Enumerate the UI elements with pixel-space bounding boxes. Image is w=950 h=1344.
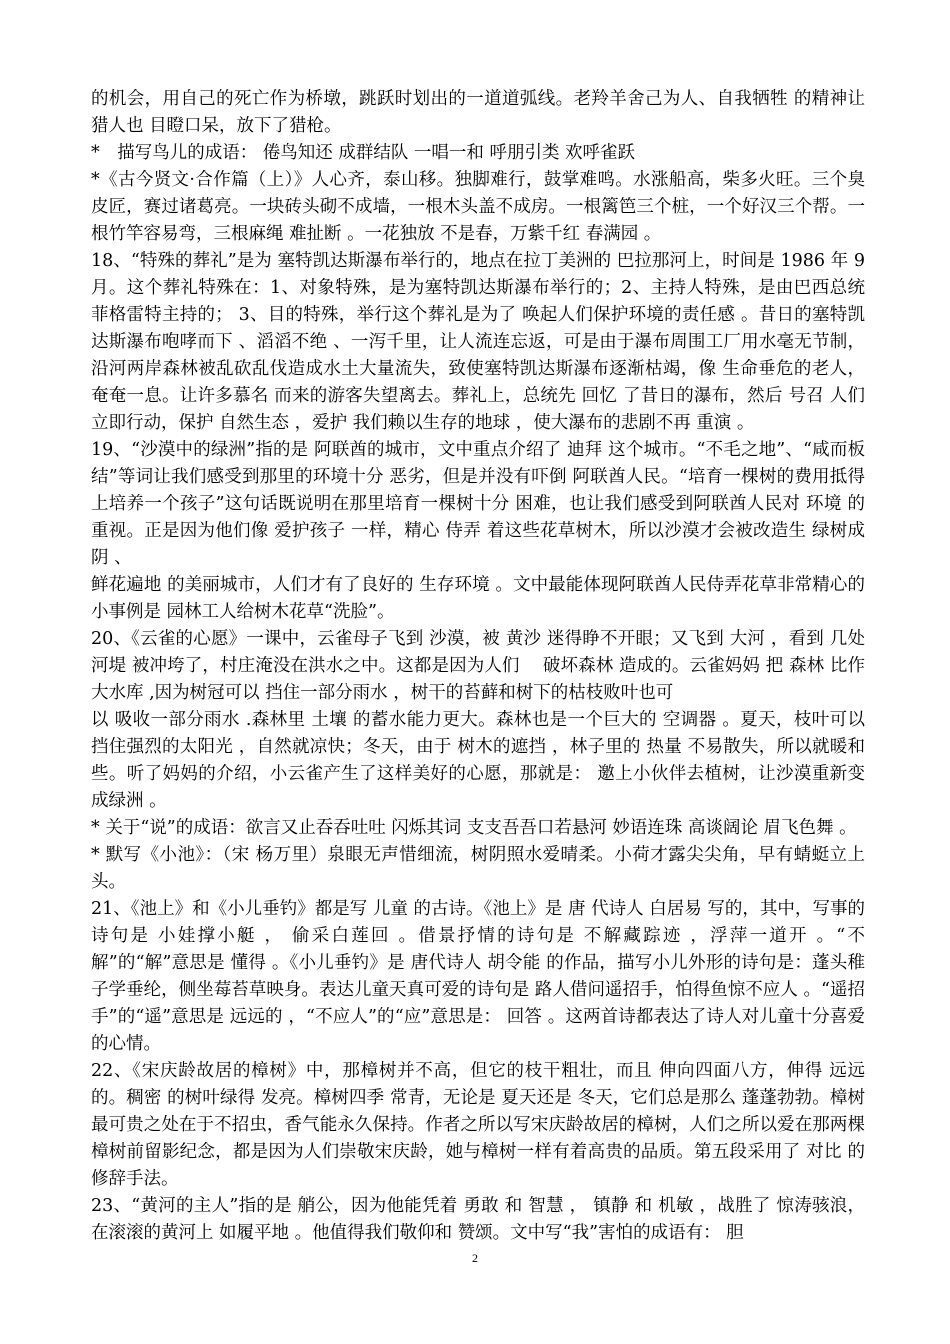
paragraph-xiaochi-poem: * 默写《小池》：（宋 杨万里）泉眼无声惜细流，树阴照水爱晴柔。小荷才露尖尖角，早有蜻蜓立上头。 [91,845,865,892]
paragraph-item-19: 19、“沙漠中的绿洲”指的是 阿联酋的城市，文中重点介绍了 迪拜 这个城市。“不毛之地”、“咸而板结”等词让我们感受到那里的环境十分 恶劣，但是并没有吓倒 阿联酋人民。“培育一棵树的费用抵得上培养一个孩子”这句话既说明在那里培育一棵树十分 困难，也让我们感受到阿联酋人民对 环境 的重视。正是因为他们像 爱护孩子 一样，精心 侍弄 着这些花草树木，所以沙漠才会被改造生 绿树成阴 、 [91,440,865,568]
paragraph-item-23: 23、“黄河的主人”指的是 艄公，因为他能凭着 勇敢 和 智慧 ， 镇静 和 机敏 ，战胜了 惊涛骇浪，在滚滚的黄河上 如履平地 。他值得我们敬仰和 赞颂。文中写“我”害怕的成语有： 胆 [91,1196,865,1243]
paragraph-antelope-ending: 的机会，用自己的死亡作为桥墩，跳跃时划出的一道道弧线。老羚羊舍己为人、自我牺牲 的精神让猎人也 目瞪口呆，放下了猎枪。 [91,89,865,136]
paragraph-item-19-continued: 鲜花遍地 的美丽城市，人们才有了良好的 生存环境 。文中最能体现阿联酋人民侍弄花草非常精心的小事例是 园林工人给树木花草“洗脸”。 [91,575,865,622]
paragraph-item-18: 18、“特殊的葬礼”是为 塞特凯达斯瀑布举行的，地点在拉丁美洲的 巴拉那河上，时间是 1986 年 9 月。这个葬礼特殊在：1、对象特殊，是为塞特凯达斯瀑布举行的；2、主持人特殊，是由巴西总统菲格雷特主持的； 3、目的特殊，举行这个葬礼是为了 唤起人们保护环境的责任感 。昔日的塞特凯达斯瀑布咆哮而下 、滔滔不绝 、一泻千里，让人流连忘返，可是由于瀑布周围工厂用水毫无节制，沿河两岸森林被乱砍乱伐造成水土大量流失，致使塞特凯达斯瀑布逐渐枯竭，像 生命垂危的老人，奄奄一息。让许多慕名 而来的游客失望离去。葬礼上，总统先 回忆 了昔日的瀑布，然后 号召 人们立即行动，保护 自然生态 ，爱护 我们赖以生存的地球 ，使大瀑布的悲剧不再 重演 。 [91,251,865,433]
paragraph-cooperation-proverbs: *《古今贤文·合作篇（上）》人心齐，泰山移。独脚难行，鼓掌难鸣。水涨船高，柴多火旺。三个臭皮匠，赛过诸葛亮。一块砖头砌不成墙，一根木头盖不成房。一根篱笆三个桩，一个好汉三个帮。一根竹竿容易弯，三根麻绳 难扯断 。一花独放 不是春，万紫千红 春满园 。 [91,170,865,244]
paragraph-item-20: 20、《云雀的心愿》一课中，云雀母子飞到 沙漠，被 黄沙 迷得睁不开眼；又飞到 大河 ，看到 几处河堤 被冲垮了，村庄淹没在洪水之中。这都是因为人们 破坏森林 造成的。云雀妈妈 把 森林 比作大水库 ,因为树冠可以 挡住一部分雨水 ，树干的苔藓和树下的枯枝败叶也可 [91,629,865,703]
page-body [91,86,865,1247]
paragraph-bird-idioms: * 描写鸟儿的成语： 倦鸟知还 成群结队 一唱一和 呼朋引类 欢呼雀跃 [91,143,636,163]
paragraph-item-21: 21、《池上》和《小儿垂钓》都是写 儿童 的古诗。《池上》是 唐 代诗人 白居易 写的，其中，写事的诗句是 小娃撑小艇 ， 偷采白莲回 。借景抒情的诗句是 不解藏踪迹 ，浮萍一道开 。“不解”的“解”意思是 懂得 。《小儿垂钓》是 唐代诗人 胡令能 的作品，描写小儿外形的诗句是：蓬头稚子学垂纶，侧坐莓苔草映身。表达儿童天真可爱的诗句是 路人借问遥招手，怕得鱼惊不应人 。“遥招手”的“遥”意思是 远远的 ，“不应人”的“应”意思是： 回答 。这两首诗都表达了诗人对儿童十分喜爱的心情。 [91,899,865,1054]
paragraph-item-20-continued: 以 吸收一部分雨水 .森林里 土壤 的蓄水能力更大。森林也是一个巨大的 空调器 。夏天，枝叶可以 挡住强烈的太阳光 ，自然就凉快；冬天，由于 树木的遮挡 ，林子里的 热量 不易散失，所以就暖和些。听了妈妈的介绍，小云雀产生了这样美好的心愿，那就是： 邀上小伙伴去植树，让沙漠重新变成绿洲 。 [91,710,865,811]
page-number: 2 [472,1251,478,1265]
paragraph-item-22: 22、《宋庆龄故居的樟树》中，那樟树并不高，但它的枝干粗壮，而且 伸向四面八方，伸得 远远的。稠密 的树叶绿得 发亮。樟树四季 常青，无论是 夏天还是 冬天，它们总是那么 蓬蓬勃勃。樟树最可贵之处在于不招虫，香气能永久保持。作者之所以写宋庆龄故居的樟树，人们之所以爱在那两棵樟树前留影纪念，都是因为人们崇敬宋庆龄，她与樟树一样有着高贵的品质。第五段采用了 对比 的修辞手法。 [91,1061,865,1189]
paragraph-speaking-idioms: * 关于“说”的成语：欲言又止吞吞吐吐 闪烁其词 支支吾吾口若悬河 妙语连珠 高谈阔论 眉飞色舞 。 [91,818,857,838]
